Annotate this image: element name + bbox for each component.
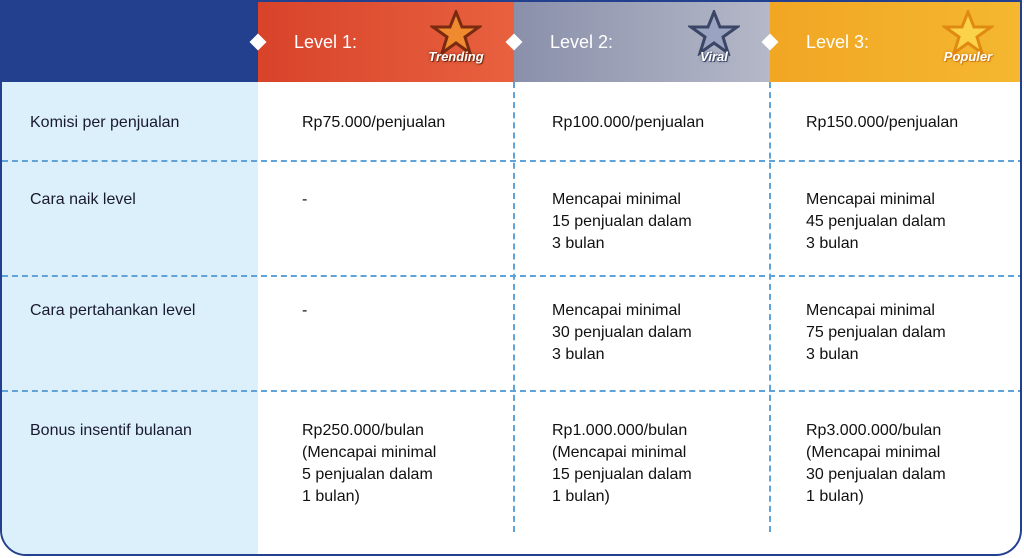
cell-bonus-level-3 — [806, 420, 946, 508]
row-label-komisi: Komisi per penjualan — [30, 114, 180, 131]
header-blank-cell — [2, 2, 258, 82]
trending-badge-text: Trending — [428, 49, 484, 64]
populer-badge — [928, 10, 1008, 74]
cell-line: 45 penjualan dalam — [806, 213, 946, 230]
cell-line: 15 penjualan dalam — [552, 466, 692, 483]
cell-komisi-level-1 — [302, 112, 445, 134]
cell-line: Rp100.000/penjualan — [552, 114, 705, 131]
cell-line: Mencapai minimal — [552, 302, 681, 319]
cell-line: 1 bulan) — [302, 488, 360, 505]
row-divider — [2, 390, 1022, 392]
cell-naik-level-3 — [806, 189, 946, 255]
populer-badge-text: Populer — [943, 49, 993, 64]
level-1-label: Level 1: — [294, 32, 358, 52]
cell-naik-level-2 — [552, 189, 692, 255]
cell-line: - — [302, 191, 308, 208]
cell-line: 75 penjualan dalam — [806, 324, 946, 341]
cell-line: 1 bulan) — [552, 488, 610, 505]
cell-line: Rp3.000.000/bulan — [806, 422, 942, 439]
viral-badge-text: Viral — [700, 49, 728, 64]
viral-badge — [674, 10, 754, 74]
level-2-label: Level 2: — [550, 32, 614, 52]
cell-pertahankan-level-3 — [806, 300, 946, 366]
row-label-bonus: Bonus insentif bulanan — [30, 422, 192, 439]
cell-line: Mencapai minimal — [806, 191, 935, 208]
cell-komisi-level-2 — [552, 112, 704, 134]
row-divider — [2, 275, 1022, 277]
row-label-pertahankan-level: Cara pertahankan level — [30, 302, 196, 319]
cell-pertahankan-level-1 — [302, 300, 307, 322]
level-3-header — [770, 2, 1022, 82]
trending-badge — [416, 10, 496, 74]
cell-line: 30 penjualan dalam — [806, 466, 946, 483]
cell-bonus-level-2 — [552, 420, 692, 508]
row-divider — [2, 160, 1022, 162]
column-divider — [769, 82, 771, 532]
cell-naik-level-1 — [302, 189, 307, 211]
cell-line: Rp150.000/penjualan — [806, 114, 959, 131]
level-2-header — [514, 2, 770, 82]
cell-line: Rp250.000/bulan — [302, 422, 424, 439]
cell-line: 15 penjualan dalam — [552, 213, 692, 230]
level-1-header — [258, 2, 514, 82]
column-divider — [513, 82, 515, 532]
cell-line: 3 bulan — [806, 235, 859, 252]
cell-line: Rp75.000/penjualan — [302, 114, 446, 131]
cell-line: (Mencapai minimal — [806, 444, 941, 461]
cell-line: Mencapai minimal — [552, 191, 681, 208]
cell-line: 3 bulan — [552, 235, 605, 252]
cell-komisi-level-3 — [806, 112, 958, 134]
level-3-label: Level 3: — [806, 32, 870, 52]
cell-bonus-level-1 — [302, 420, 436, 508]
cell-line: 1 bulan) — [806, 488, 864, 505]
cell-line: (Mencapai minimal — [552, 444, 687, 461]
cell-line: 3 bulan — [806, 346, 859, 363]
cell-line: Mencapai minimal — [806, 302, 935, 319]
cell-line: 3 bulan — [552, 346, 605, 363]
cell-line: Rp1.000.000/bulan — [552, 422, 688, 439]
cell-line: 30 penjualan dalam — [552, 324, 692, 341]
row-label-naik-level: Cara naik level — [30, 191, 136, 208]
cell-line: (Mencapai minimal — [302, 444, 437, 461]
cell-pertahankan-level-2 — [552, 300, 692, 366]
cell-line: - — [302, 302, 308, 319]
cell-line: 5 penjualan dalam — [302, 466, 433, 483]
